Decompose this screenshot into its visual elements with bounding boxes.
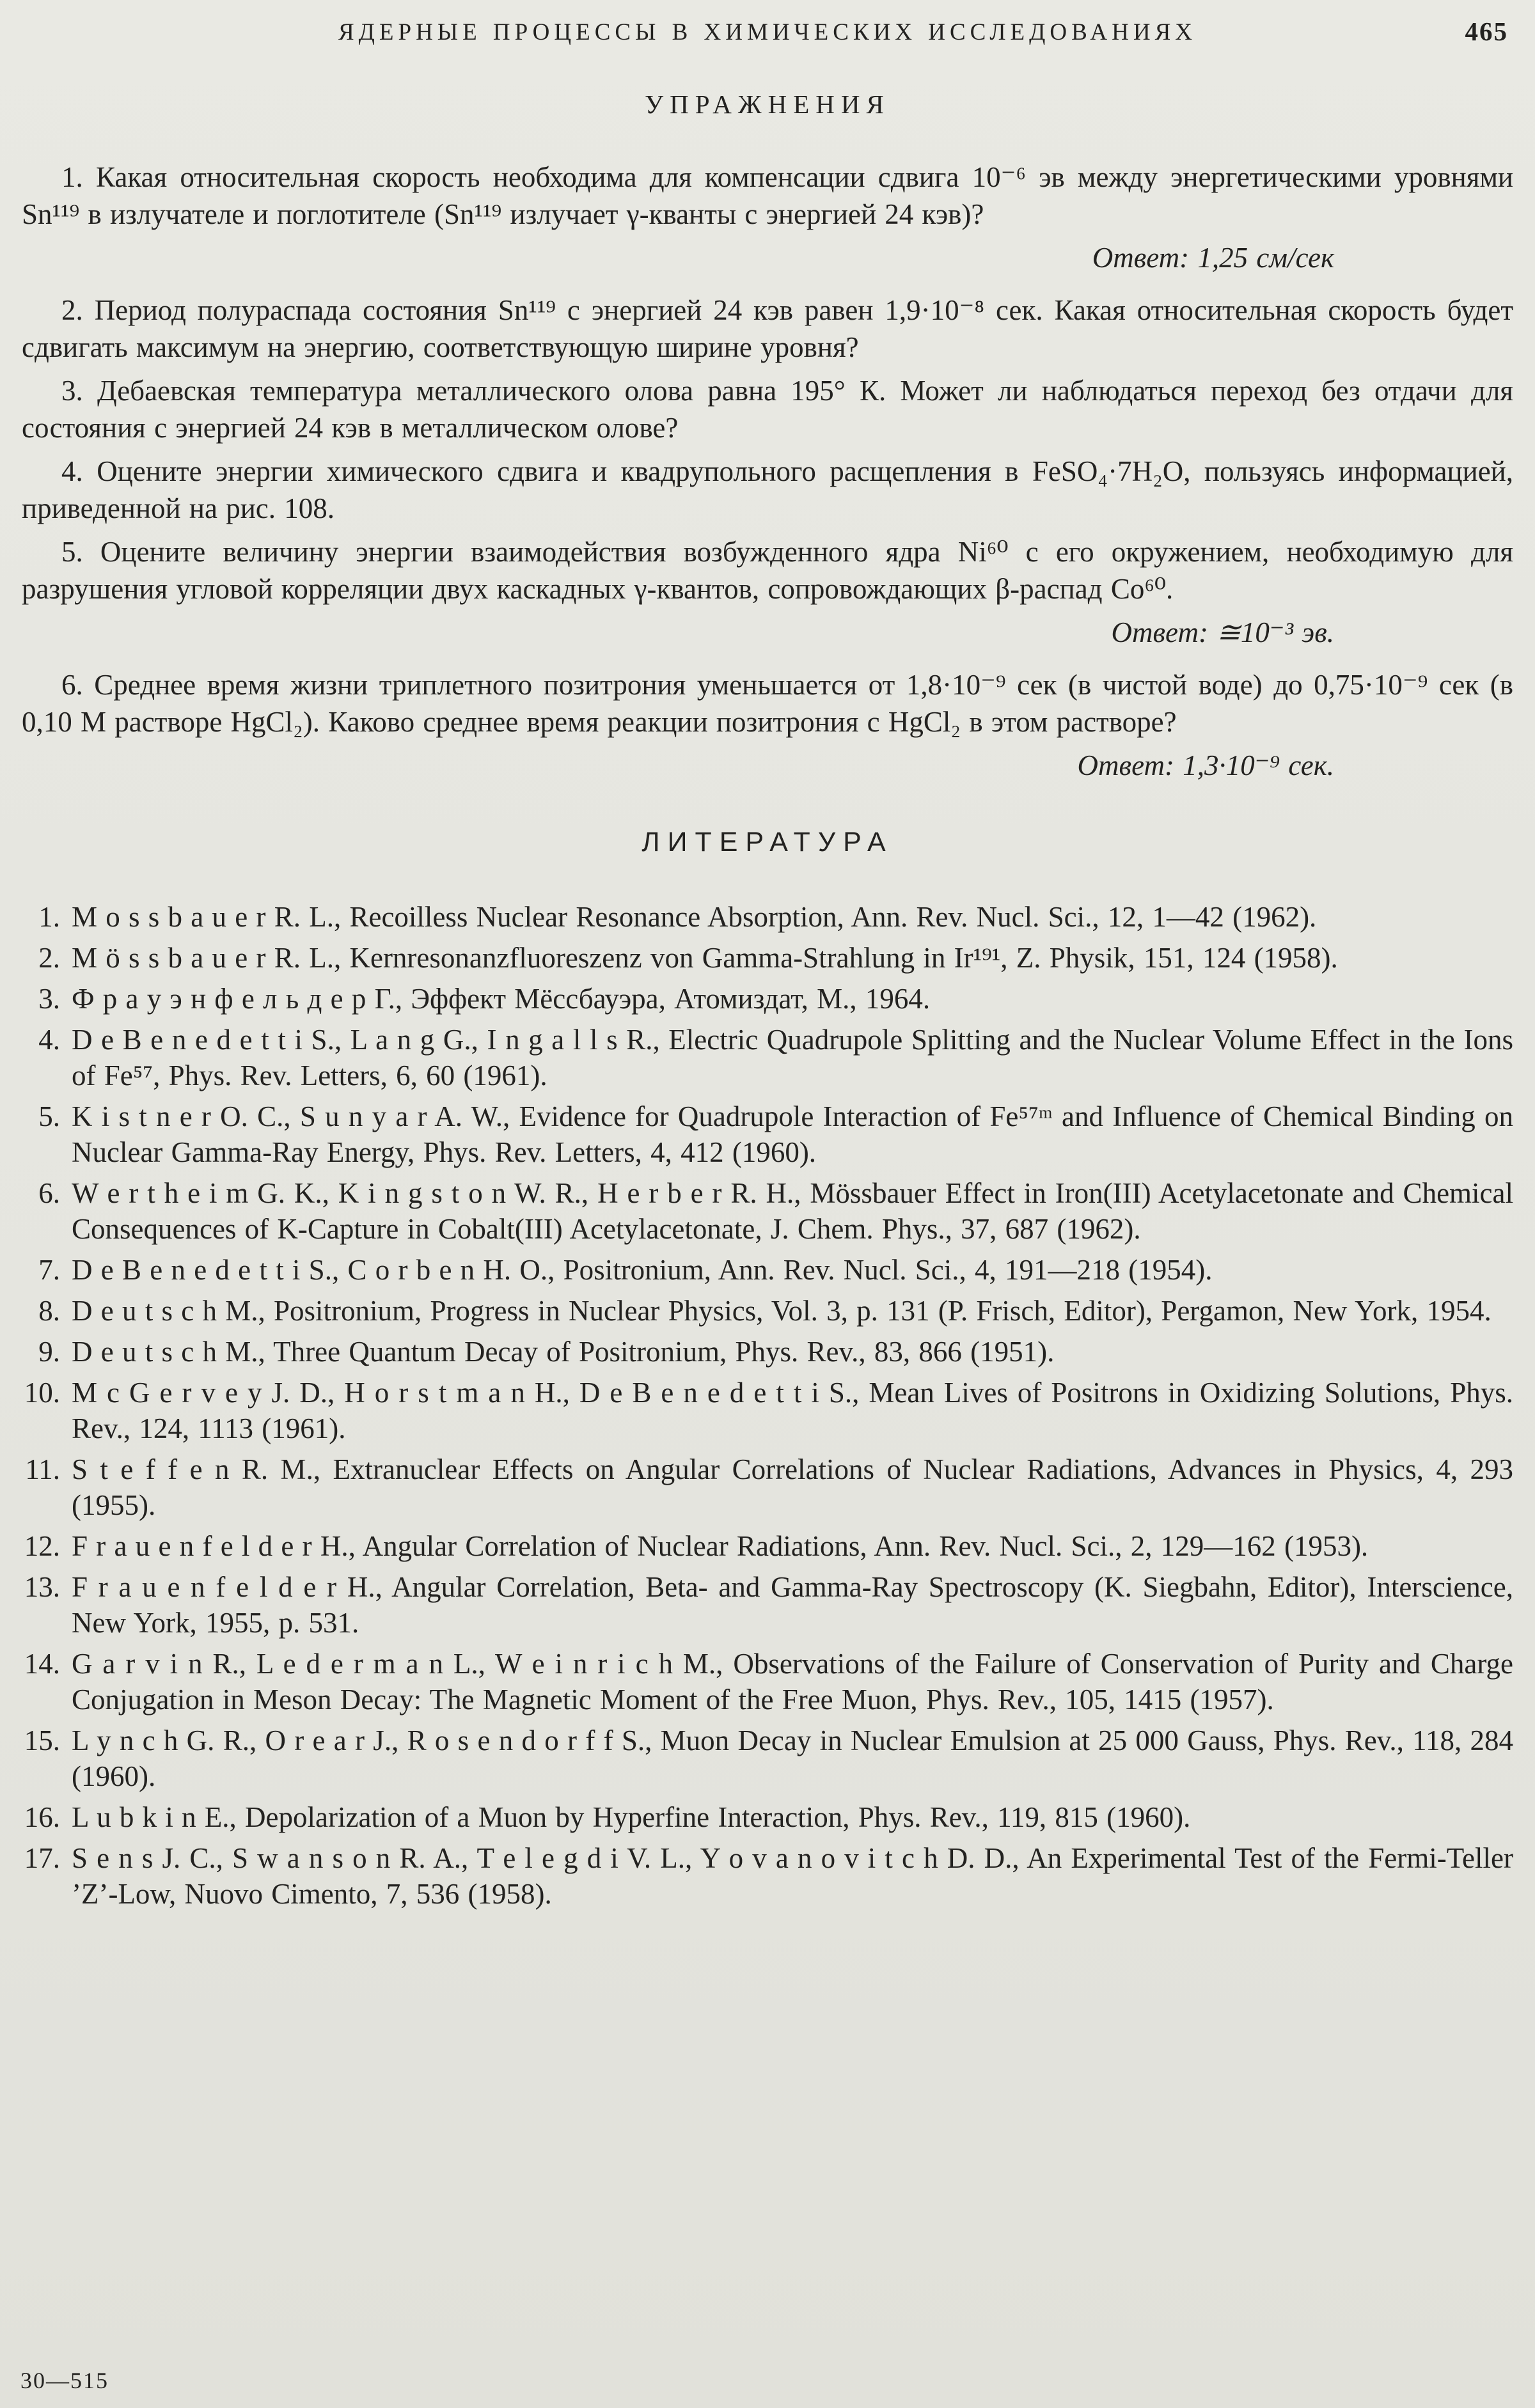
reference-item — [22, 1334, 1513, 1370]
reference-text: K i s t n e r O. C., S u n y a r A. W., Evidence for Quadrupole Interaction of Fe⁵⁷ᵐ and Influence of Chemical Binding on Nuclear Gamma-Ray Energy, Phys. Rev. Letters, 4, 412 (1960). — [72, 1100, 1513, 1168]
reference-item — [22, 1840, 1513, 1912]
reference-number: 17. — [24, 1842, 60, 1874]
reference-number: 7. — [38, 1254, 60, 1286]
exercise-number: 4. — [61, 455, 83, 487]
reference-text: D e u t s c h M., Positronium, Progress in Nuclear Physics, Vol. 3, p. 131 (P. Frisch, Editor), Pergamon, New York, 1954. — [72, 1295, 1492, 1327]
reference-text: L u b k i n E., Depolarization of a Muon by Hyperfine Interaction, Phys. Rev., 119, 815 (1960). — [72, 1801, 1191, 1833]
reference-number: 4. — [38, 1024, 60, 1056]
exercise-paragraph-5 — [22, 533, 1513, 607]
reference-item — [22, 1723, 1513, 1794]
exercise-paragraph-2 — [22, 292, 1513, 366]
exercise-number: 3. — [61, 375, 83, 407]
reference-item — [22, 1451, 1513, 1523]
reference-item — [22, 1528, 1513, 1564]
reference-item — [22, 899, 1513, 935]
reference-text: M ö s s b a u e r R. L., Kernresonanzfluoreszenz von Gamma-Strahlung in Ir¹⁹¹, Z. Physik, 151, 124 (1958). — [72, 942, 1338, 974]
reference-text: M o s s b a u e r R. L., Recoilless Nuclear Resonance Absorption, Ann. Rev. Nucl. Sci., 12, 1—42 (1962). — [72, 901, 1317, 933]
reference-number: 2. — [38, 942, 60, 974]
exercise-text: Оцените энергии химического сдвига и квадрупольного расщепления в FeSO₄·7H₂O, пользуясь информацией, приведенной на рис. 108. — [22, 455, 1513, 524]
reference-item — [22, 1022, 1513, 1093]
reference-number: 11. — [25, 1453, 60, 1485]
exercise-paragraph-1 — [22, 159, 1513, 233]
reference-number: 13. — [24, 1571, 60, 1603]
exercise-text: Оцените величину энергии взаимодействия возбужденного ядра Ni⁶⁰ с его окружением, необходимую для разрушения угловой корреляции двух каскадных γ-квантов, сопровождающих β-распад Co⁶⁰. — [22, 536, 1513, 605]
exercise-paragraph-4 — [22, 453, 1513, 527]
reference-number: 16. — [24, 1801, 60, 1833]
reference-text: F r a u e n f e l d e r H., Angular Correlation, Beta- and Gamma-Ray Spectroscopy (K. Siegbahn, Editor), Interscience, New York, 1955, p. 531. — [72, 1571, 1513, 1639]
reference-number: 15. — [24, 1724, 60, 1756]
reference-item — [22, 1293, 1513, 1329]
exercise-text: Период полураспада состояния Sn¹¹⁹ с энергией 24 кэв равен 1,9·10⁻⁸ сек. Какая относительная скорость будет сдвигать максимум на энергию, соответствующую ширине уровня? — [22, 294, 1514, 363]
page-number: 465 — [1465, 17, 1508, 46]
reference-text: D e B e n e d e t t i S., C o r b e n H. O., Positronium, Ann. Rev. Nucl. Sci., 4, 191—218 (1954). — [72, 1254, 1213, 1286]
reference-item — [22, 1799, 1513, 1835]
reference-item — [22, 1098, 1513, 1170]
literature-heading: ЛИТЕРАТУРА — [642, 827, 893, 857]
exercise-answer-5: Ответ: ≅10⁻³ эв. — [1111, 616, 1334, 648]
exercise-text: Дебаевская температура металлического олова равна 195° К. Может ли наблюдаться переход без отдачи для состояния с энергией 24 кэв в металлическом олове? — [22, 375, 1513, 444]
reference-number: 8. — [38, 1295, 60, 1327]
reference-number: 3. — [38, 983, 60, 1015]
reference-number: 14. — [24, 1648, 60, 1680]
reference-item — [22, 981, 1513, 1017]
reference-text: F r a u e n f e l d e r H., Angular Correlation of Nuclear Radiations, Ann. Rev. Nucl. Sci., 2, 129—162 (1953). — [72, 1530, 1369, 1562]
printers-mark: 30—515 — [20, 2368, 109, 2393]
exercise-paragraph-3 — [22, 372, 1513, 446]
reference-item — [22, 1569, 1513, 1641]
exercise-number: 1. — [61, 161, 83, 193]
reference-number: 6. — [38, 1177, 60, 1209]
exercise-text: Среднее время жизни триплетного позитрония уменьшается от 1,8·10⁻⁹ сек (в чистой воде) до 0,75·10⁻⁹ сек (в 0,10 M растворе HgCl₂). Каково среднее время реакции позитрония с HgCl₂ в этом растворе? — [22, 669, 1513, 738]
running-title: ЯДЕРНЫЕ ПРОЦЕССЫ В ХИМИЧЕСКИХ ИССЛЕДОВАНИЯХ — [338, 19, 1197, 45]
reference-number: 12. — [24, 1530, 60, 1562]
reference-text: G a r v i n R., L e d e r m a n L., W e i n r i c h M., Observations of the Failure of Conservation of Purity and Charge Conjugation in Meson Decay: The Magnetic Moment of the Free Muon, Phys. Rev., 105, 1415 (1957). — [72, 1648, 1513, 1716]
exercise-number: 5. — [61, 536, 83, 568]
reference-item — [22, 1252, 1513, 1288]
reference-text: D e B e n e d e t t i S., L a n g G., I n g a l l s R., Electric Quadrupole Splitting and the Nuclear Volume Effect in the Ions of Fe⁵⁷, Phys. Rev. Letters, 6, 60 (1961). — [72, 1024, 1513, 1091]
exercise-number: 6. — [61, 669, 83, 701]
exercises-section — [22, 159, 1513, 784]
reference-text: S t e f f e n R. M., Extranuclear Effects on Angular Correlations of Nuclear Radiations, Advances in Physics, 4, 293 (1955). — [72, 1453, 1513, 1521]
exercise-answer-6: Ответ: 1,3·10⁻⁹ сек. — [1077, 749, 1334, 781]
reference-item — [22, 1175, 1513, 1247]
reference-text: M c G e r v e y J. D., H o r s t m a n H., D e B e n e d e t t i S., Mean Lives of Positrons in Oxidizing Solutions, Phys. Rev., 124, 1113 (1961). — [72, 1377, 1513, 1444]
reference-text: L y n c h G. R., O r e a r J., R o s e n d o r f f S., Muon Decay in Nuclear Emulsion at 25 000 Gauss, Phys. Rev., 118, 284 (1960). — [72, 1724, 1513, 1792]
reference-text: W e r t h e i m G. K., K i n g s t o n W. R., H e r b e r R. H., Mössbauer Effect in Iron(III) Acetylacetonate and Chemical Consequences of K-Capture in Cobalt(III) Acetylacetonate, J. Chem. Phys., 37, 687 (1962). — [72, 1177, 1513, 1245]
reference-number: 9. — [38, 1336, 60, 1368]
exercise-paragraph-6 — [22, 666, 1513, 740]
references-list — [22, 899, 1513, 1912]
reference-item — [22, 1375, 1513, 1446]
reference-item — [22, 1646, 1513, 1717]
exercises-heading: УПРАЖНЕНИЯ — [645, 90, 890, 119]
page-header — [22, 14, 1513, 49]
reference-number: 1. — [38, 901, 60, 933]
exercise-text: Какая относительная скорость необходима для компенсации сдвига 10⁻⁶ эв между энергетическими уровнями Sn¹¹⁹ в излучателе и поглотителе (Sn¹¹⁹ излучает γ-кванты с энергией 24 кэв)? — [22, 161, 1514, 230]
reference-text: S e n s J. C., S w a n s o n R. A., T e l e g d i V. L., Y o v a n o v i t c h D. D., An Experimental Test of the Fermi-Teller ’Z’-Low, Nuovo Cimento, 7, 536 (1958). — [72, 1842, 1513, 1910]
exercise-answer-1: Ответ: 1,25 см/сек — [1092, 242, 1334, 274]
reference-item — [22, 940, 1513, 976]
exercise-number: 2. — [61, 294, 83, 326]
reference-text: Ф р а у э н ф е л ь д е р Г., Эффект Мёссбауэра, Атомиздат, М., 1964. — [72, 983, 931, 1015]
reference-number: 10. — [24, 1377, 60, 1409]
reference-text: D e u t s c h M., Three Quantum Decay of Positronium, Phys. Rev., 83, 866 (1951). — [72, 1336, 1055, 1368]
reference-number: 5. — [38, 1100, 60, 1132]
